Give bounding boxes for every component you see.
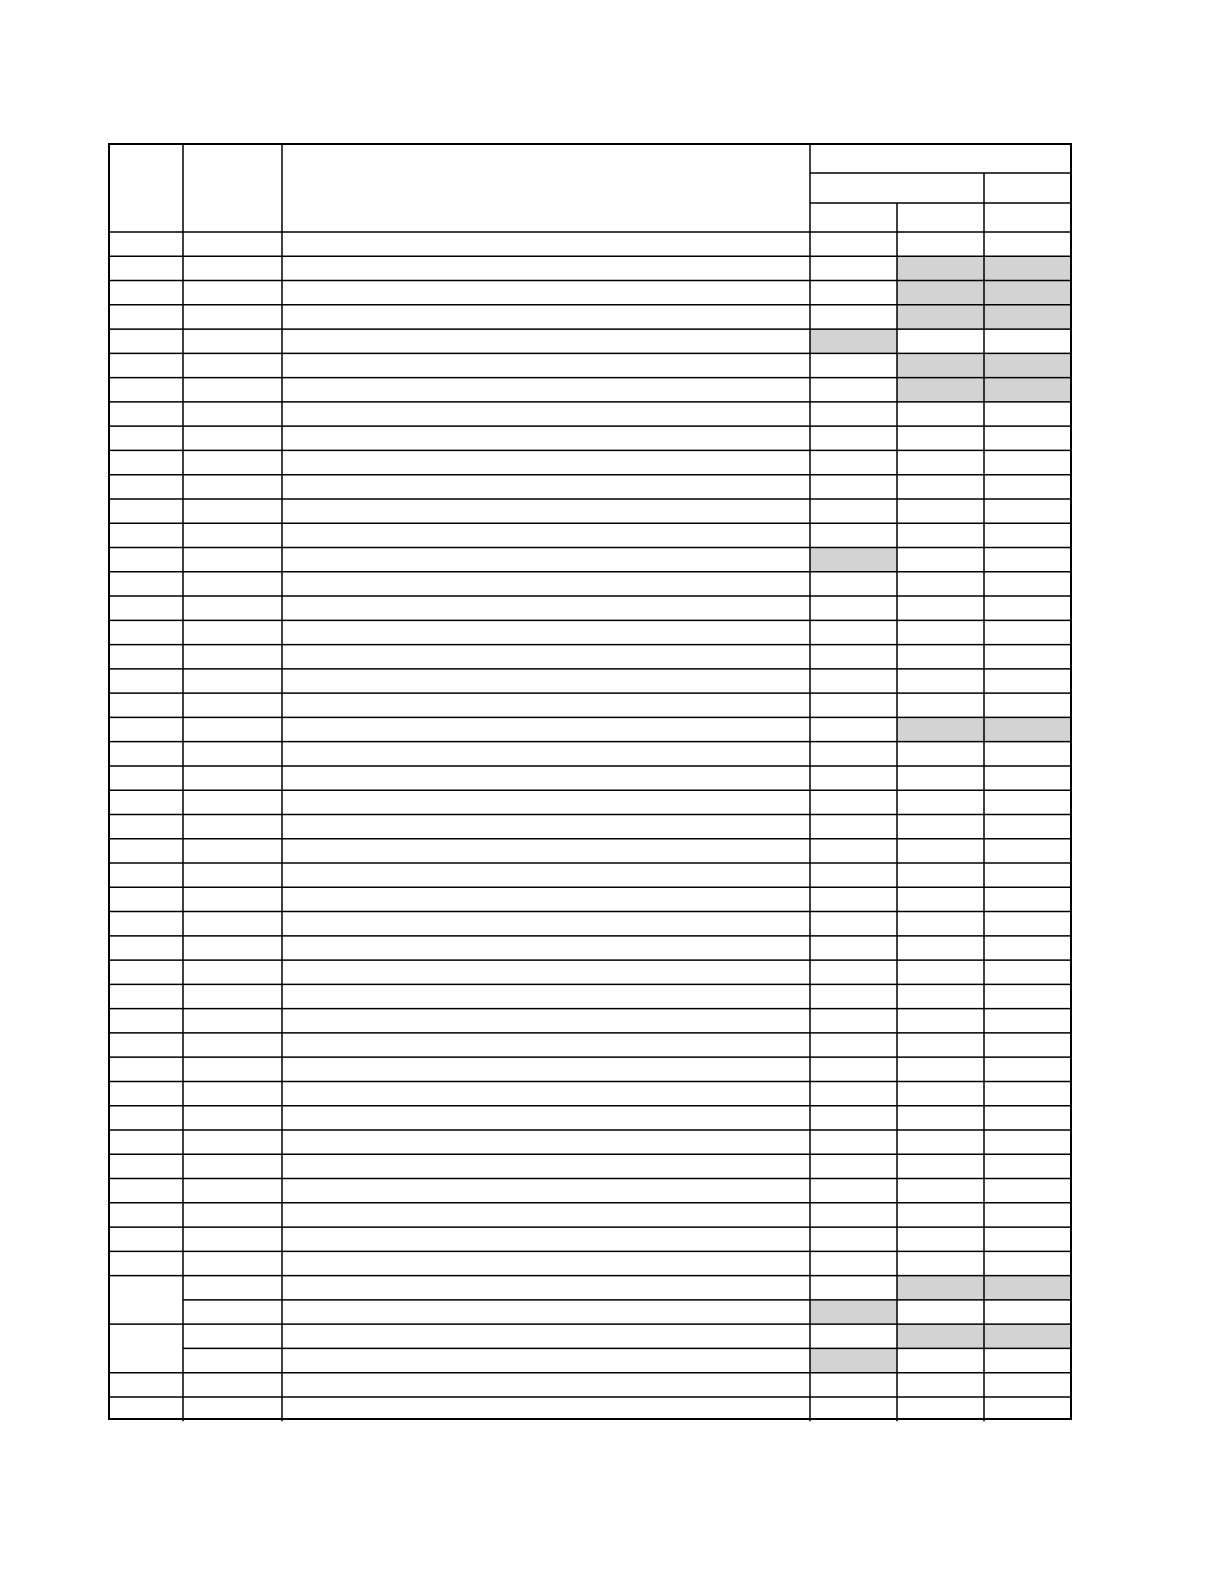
table-cell [984, 426, 1071, 450]
table-cell [282, 353, 810, 377]
table-cell-shaded [810, 329, 897, 353]
table-cell [282, 499, 810, 523]
table-cell [984, 936, 1071, 960]
table-cell [897, 1009, 984, 1033]
table-cell [109, 936, 183, 960]
table-cell [282, 1179, 810, 1203]
table-cell [183, 523, 282, 547]
table-cell-shaded [984, 1276, 1071, 1300]
table-cell-shaded [984, 305, 1071, 329]
table-cell [897, 1227, 984, 1251]
table-cell [810, 887, 897, 911]
table-cell [810, 1324, 897, 1348]
table-cell [183, 1081, 282, 1105]
table-cell [183, 814, 282, 838]
table-cell [984, 1203, 1071, 1227]
table-cell [282, 1057, 810, 1081]
table-cell [810, 839, 897, 863]
table-cell [109, 1227, 183, 1251]
table-cell [897, 548, 984, 572]
table-cell [984, 887, 1071, 911]
table-cell [810, 1251, 897, 1275]
table-cell [810, 669, 897, 693]
table-cell [183, 645, 282, 669]
table-cell [282, 1106, 810, 1130]
table-cell [183, 1179, 282, 1203]
table-cell [109, 353, 183, 377]
table-cell [810, 912, 897, 936]
table-cell [810, 1276, 897, 1300]
table-cell [282, 693, 810, 717]
table-cell [282, 596, 810, 620]
table-cell [810, 1373, 897, 1397]
table-cell [183, 1130, 282, 1154]
table-cell [897, 960, 984, 984]
table-cell [109, 1106, 183, 1130]
table-cell [897, 499, 984, 523]
table-cell [282, 912, 810, 936]
table-cell-shaded [984, 1324, 1071, 1348]
table-cell [897, 1203, 984, 1227]
table-cell [282, 329, 810, 353]
table-cell [984, 960, 1071, 984]
table-cell [183, 1397, 282, 1421]
table-cell [109, 863, 183, 887]
table-cell [183, 596, 282, 620]
table-cell [109, 1130, 183, 1154]
table-cell [109, 1373, 183, 1397]
table-cell [282, 1300, 810, 1324]
table-cell [810, 281, 897, 305]
table-cell [183, 669, 282, 693]
table-cell [183, 717, 282, 741]
table-cell [109, 887, 183, 911]
table-cell [109, 669, 183, 693]
table-cell [810, 863, 897, 887]
table-cell [183, 1033, 282, 1057]
table-cell [183, 766, 282, 790]
table-cell [984, 1130, 1071, 1154]
table-cell [183, 1009, 282, 1033]
table-cell-shaded [984, 281, 1071, 305]
table-cell [897, 232, 984, 256]
table-cell [183, 1300, 282, 1324]
table-cell [810, 596, 897, 620]
table-cell [282, 1130, 810, 1154]
table-cell [109, 305, 183, 329]
table-cell [109, 402, 183, 426]
table-cell [282, 475, 810, 499]
table-cell [897, 523, 984, 547]
table-cell [984, 912, 1071, 936]
table-cell [282, 936, 810, 960]
table-cell [810, 1009, 897, 1033]
table-cell [183, 1324, 282, 1348]
table-cell [897, 620, 984, 644]
table-cell-shaded [984, 256, 1071, 280]
table-cell [282, 378, 810, 402]
table-cell [183, 305, 282, 329]
table-cell [984, 620, 1071, 644]
table-cell [109, 790, 183, 814]
table-cell [109, 1348, 183, 1372]
table-cell [282, 790, 810, 814]
table-cell [897, 936, 984, 960]
table-cell [810, 232, 897, 256]
table-cell [109, 1397, 183, 1421]
table-cell [897, 1373, 984, 1397]
table-cell [109, 1009, 183, 1033]
table-cell [897, 863, 984, 887]
table-cell [282, 1033, 810, 1057]
table-cell [984, 1373, 1071, 1397]
table-cell [282, 256, 810, 280]
table-cell-shaded [984, 353, 1071, 377]
table-cell-shaded [810, 548, 897, 572]
table-cell [984, 814, 1071, 838]
table-cell [183, 232, 282, 256]
table-cell [109, 572, 183, 596]
table-cell [897, 1057, 984, 1081]
table-cell [183, 499, 282, 523]
table-cell [183, 378, 282, 402]
table-cell [109, 523, 183, 547]
table-cell [810, 1179, 897, 1203]
table-cell [984, 1154, 1071, 1178]
table-cell [897, 1081, 984, 1105]
table-cell [183, 548, 282, 572]
table-cell [183, 790, 282, 814]
table-cell [984, 645, 1071, 669]
table-cell [897, 1251, 984, 1275]
table-cell [282, 960, 810, 984]
table-cell [282, 766, 810, 790]
table-cell [810, 426, 897, 450]
table-cell [810, 814, 897, 838]
table-cell [183, 887, 282, 911]
table-cell [810, 790, 897, 814]
table-cell [282, 887, 810, 911]
table-cell [984, 329, 1071, 353]
table-cell [183, 281, 282, 305]
table-cell [810, 450, 897, 474]
table-cell [984, 523, 1071, 547]
table-cell [183, 1348, 282, 1372]
table-cell [984, 1009, 1071, 1033]
table-cell [810, 1081, 897, 1105]
table-cell [810, 523, 897, 547]
table-cell [984, 596, 1071, 620]
table-cell [183, 353, 282, 377]
table-cell [282, 1009, 810, 1033]
table-cell [183, 1276, 282, 1300]
table-cell [109, 912, 183, 936]
table-cell [109, 1154, 183, 1178]
table-cell [897, 645, 984, 669]
table-cell [109, 1081, 183, 1105]
table-cell [282, 863, 810, 887]
table-cell [109, 839, 183, 863]
table-cell [282, 402, 810, 426]
table-cell [109, 1057, 183, 1081]
table-cell [109, 1203, 183, 1227]
table-cell [810, 1106, 897, 1130]
table-cell [109, 693, 183, 717]
table-cell [810, 1154, 897, 1178]
table-cell [282, 450, 810, 474]
table-cell [897, 1033, 984, 1057]
table-cell [810, 402, 897, 426]
table-cell [183, 742, 282, 766]
table-cell [282, 232, 810, 256]
table-cell [183, 863, 282, 887]
table-cell [897, 669, 984, 693]
table-cell [810, 1057, 897, 1081]
table-cell [282, 1348, 810, 1372]
table-cell [810, 766, 897, 790]
table-cell [183, 984, 282, 1008]
table-cell [282, 281, 810, 305]
table-cell [984, 693, 1071, 717]
table-cell [183, 426, 282, 450]
table-cell [897, 742, 984, 766]
table-cell [810, 742, 897, 766]
table-cell [897, 887, 984, 911]
table-cell [109, 1324, 183, 1348]
table-cell [282, 523, 810, 547]
table-cell [897, 814, 984, 838]
table-cell [984, 1300, 1071, 1324]
table-cell [282, 1397, 810, 1421]
table-cell [109, 1179, 183, 1203]
table-cell [810, 984, 897, 1008]
table-cell [282, 1276, 810, 1300]
table-cell [984, 1033, 1071, 1057]
table-cell [109, 256, 183, 280]
table-cell [984, 790, 1071, 814]
table-cell [109, 378, 183, 402]
table-cell [109, 984, 183, 1008]
table-cell-shaded [984, 378, 1071, 402]
table-cell [109, 1251, 183, 1275]
table-cell [282, 645, 810, 669]
table-cell [984, 669, 1071, 693]
table-cell [810, 960, 897, 984]
table-cell [810, 1130, 897, 1154]
table-cell [984, 402, 1071, 426]
table-cell [109, 596, 183, 620]
table-cell [282, 814, 810, 838]
table-cell [897, 1154, 984, 1178]
table-cell [897, 402, 984, 426]
table-cell [897, 596, 984, 620]
table-cell [897, 766, 984, 790]
table-cell [282, 839, 810, 863]
table-cell [282, 548, 810, 572]
table-cell [984, 1057, 1071, 1081]
table-cell [984, 1251, 1071, 1275]
table-cell [183, 1373, 282, 1397]
table-cell [984, 839, 1071, 863]
table-cell [282, 1203, 810, 1227]
table-cell [282, 1081, 810, 1105]
table-cells [109, 232, 1071, 1421]
table-cell [282, 742, 810, 766]
table-cell [109, 281, 183, 305]
table-cell [282, 572, 810, 596]
table-cell-shaded [897, 281, 984, 305]
table-cell [109, 548, 183, 572]
table-cell [109, 1276, 183, 1300]
table-cell [810, 378, 897, 402]
table-cell [897, 1348, 984, 1372]
table-cell [810, 645, 897, 669]
table-cell-shaded [897, 717, 984, 741]
table-cell [183, 839, 282, 863]
table-cell [109, 450, 183, 474]
table-cell [282, 669, 810, 693]
table-cell-shaded [984, 717, 1071, 741]
table-cell [984, 742, 1071, 766]
table-cell [183, 256, 282, 280]
table-cell [897, 1300, 984, 1324]
table-cell [109, 960, 183, 984]
table-cell [897, 984, 984, 1008]
table-cell [897, 1106, 984, 1130]
table-cell [984, 984, 1071, 1008]
table-cell [897, 572, 984, 596]
table-cell [897, 1130, 984, 1154]
table-cell [109, 232, 183, 256]
table-cell [183, 693, 282, 717]
table-cell [183, 329, 282, 353]
table-cell [984, 1081, 1071, 1105]
table-cell [109, 1033, 183, 1057]
table-cell [984, 766, 1071, 790]
table-cell [183, 1106, 282, 1130]
table-cell [810, 936, 897, 960]
table-cell [282, 1373, 810, 1397]
table-cell [984, 475, 1071, 499]
table-cell-shaded [897, 1276, 984, 1300]
table-cell [984, 1397, 1071, 1421]
table-cell [897, 329, 984, 353]
table-cell [183, 620, 282, 644]
table-cell [282, 426, 810, 450]
table-cell [984, 1106, 1071, 1130]
table-cell-shaded [897, 378, 984, 402]
table-cell [183, 1057, 282, 1081]
table-cell [984, 1227, 1071, 1251]
table-cell [984, 232, 1071, 256]
table-cell [810, 1203, 897, 1227]
table-cell [810, 1397, 897, 1421]
table-cell [897, 450, 984, 474]
table-cell [810, 1227, 897, 1251]
table-cell [183, 572, 282, 596]
table-cell [109, 426, 183, 450]
table-cell [183, 1251, 282, 1275]
table-cell [897, 790, 984, 814]
table-cell [282, 1251, 810, 1275]
table-cell [109, 1300, 183, 1324]
table-cell [984, 1348, 1071, 1372]
table-cell [109, 620, 183, 644]
table-cell [897, 912, 984, 936]
table-cell [109, 645, 183, 669]
table-cell-shaded [897, 353, 984, 377]
table-cell [282, 620, 810, 644]
table-cell [810, 717, 897, 741]
table-cell [282, 1154, 810, 1178]
table-cell [183, 1203, 282, 1227]
table-cell [810, 256, 897, 280]
table-cell [897, 1179, 984, 1203]
table-cell [984, 1179, 1071, 1203]
table-cell [109, 475, 183, 499]
table-cell [183, 1154, 282, 1178]
table-cell [984, 863, 1071, 887]
table-cell [897, 839, 984, 863]
table-cell-shaded [897, 305, 984, 329]
table-cell [897, 1397, 984, 1421]
table-cell [810, 572, 897, 596]
table-cell [810, 499, 897, 523]
table-cell [984, 450, 1071, 474]
table-cell [282, 305, 810, 329]
table-cell [810, 305, 897, 329]
table-cell [897, 426, 984, 450]
table-cell [183, 1227, 282, 1251]
table-cell [810, 693, 897, 717]
table-cell-shaded [897, 256, 984, 280]
table-cell [109, 766, 183, 790]
table-cell [109, 329, 183, 353]
table-cell [183, 912, 282, 936]
table-cell-shaded [897, 1324, 984, 1348]
table-cell [810, 620, 897, 644]
table-cell [810, 1033, 897, 1057]
table-cell [109, 814, 183, 838]
table-cell [183, 402, 282, 426]
table-cell [984, 548, 1071, 572]
table-cell [897, 475, 984, 499]
table-cell [282, 984, 810, 1008]
table-cell [984, 572, 1071, 596]
table-cell-shaded [810, 1348, 897, 1372]
table-cell-shaded [810, 1300, 897, 1324]
table-cell [282, 1227, 810, 1251]
table-cell [109, 742, 183, 766]
table-cell [183, 450, 282, 474]
table-cell [810, 475, 897, 499]
table-cell [183, 475, 282, 499]
table-cell [897, 693, 984, 717]
table-cell [810, 353, 897, 377]
table-cell [109, 499, 183, 523]
table-cell [282, 717, 810, 741]
table-cell [282, 1324, 810, 1348]
table-cell [984, 499, 1071, 523]
table-cell [109, 717, 183, 741]
table-cell [183, 960, 282, 984]
table-cell [183, 936, 282, 960]
